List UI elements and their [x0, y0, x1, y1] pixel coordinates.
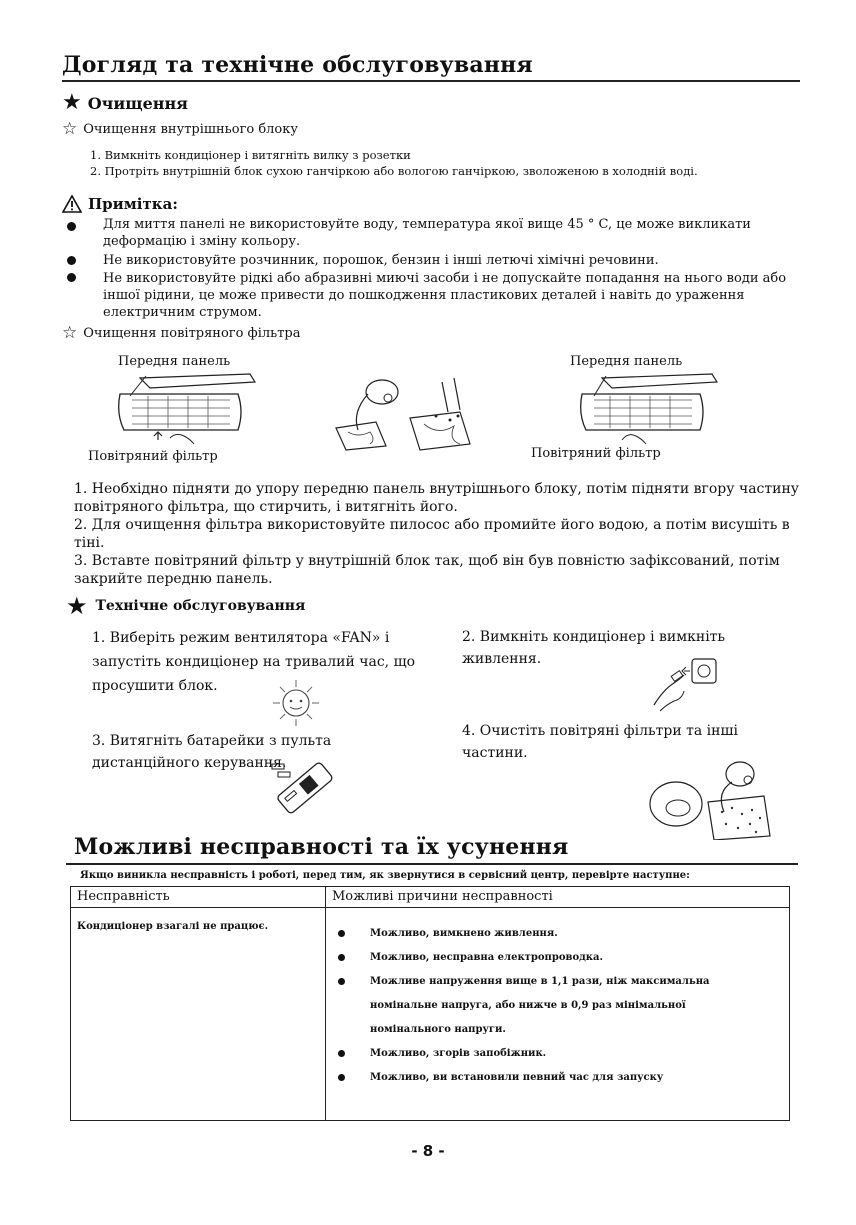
bullet: [67, 222, 76, 231]
star-outline-icon: ☆: [62, 323, 78, 343]
label-front-panel-left: Передня панель: [118, 354, 231, 369]
bullet: [67, 256, 76, 265]
troubleshooting-table: [70, 886, 790, 1121]
indoor-unit-filter-illustration-left: [110, 372, 260, 450]
bullet: [338, 930, 345, 937]
plug-out-illustration: [650, 655, 720, 715]
title-underline: [62, 80, 800, 82]
title-underline: [66, 863, 798, 865]
filter-step: 1. Необхідно підняти до упору передню панель внутрішнього блоку, потім підняти вгору частину повітряного фільтра, що стирчить, і витягніть його.: [74, 481, 800, 515]
troubleshooting-intro: Якщо виникла несправність і роботі, перед тим, як звернутися в сервісний центр, перевірте наступне:: [80, 870, 690, 881]
filter-steps: [74, 480, 809, 588]
cause-item: Можливо, ви встановили певний час для запуску: [326, 1066, 789, 1090]
section-title-troubleshooting: Можливі несправності та їх усунення: [74, 834, 569, 860]
indoor-unit-filter-illustration-right: [572, 372, 722, 450]
star-outline-icon: ☆: [62, 119, 78, 139]
label-air-filter-left: Повітряний фільтр: [88, 449, 218, 464]
header-causes: Можливі причини несправності: [326, 887, 790, 908]
indoor-step: 2. Протріть внутрішній блок сухою ганчіркою або вологою ганчіркою, зволоженою в холодній воді.: [90, 164, 698, 178]
bullet: [338, 954, 345, 961]
bullet: [67, 273, 76, 282]
label-front-panel-right: Передня панель: [570, 354, 683, 369]
bullet: [338, 1074, 345, 1081]
vacuum-and-washing-illustration: [332, 372, 482, 452]
warning-icon: [62, 195, 82, 213]
fault-text: Кондиціонер взагалі не працює.: [77, 921, 269, 932]
label-air-filter-right: Повітряний фільтр: [531, 446, 661, 461]
cause-item: Можливе напруження вище в 1,1 рази, ніж максимальна: [326, 970, 789, 994]
note-heading: Примітка:: [62, 195, 178, 213]
sun-dry-illustration: [268, 678, 324, 728]
header-fault: Несправність: [71, 887, 326, 908]
filter-step: 3. Вставте повітряний фільтр у внутрішній блок так, щоб він був повністю зафіксований, потім закрийте передню панель.: [74, 553, 780, 587]
maintenance-step-1: 1. Виберіть режим вентилятора «FAN» і запустіть кондиціонер на тривалий час, що просушити блок.: [92, 630, 416, 694]
fault-cell: [71, 908, 326, 1121]
bullet: [338, 1050, 345, 1057]
cleaning-heading: ★ Очищення: [62, 90, 188, 115]
bullet: [338, 978, 345, 985]
indoor-cleaning-title: ☆ Очищення внутрішнього блоку: [62, 119, 299, 139]
filter-step: 2. Для очищення фільтра використовуйте пилосос або промийте його водою, а потім висушіть в тіні.: [74, 517, 790, 551]
note-item: Не використовуйте розчинник, порошок, бензин і інші летючі хімічні речовини.: [103, 253, 659, 268]
filter-cleaning-title: ☆ Очищення повітряного фільтра: [62, 323, 301, 343]
note-item: Не використовуйте рідкі або абразивні миючі засоби і не допускайте попадання на нього води або іншої рідини, це може привести до пошкодження пластикових деталей і навіть до ураження електричним струмом.: [103, 271, 787, 320]
maintenance-heading: ★ Технічне обслуговування: [66, 592, 306, 620]
remote-battery-illustration: [268, 760, 340, 820]
table-header-row: [71, 887, 790, 908]
maintenance-step-3: 3. Витягніть батарейки з пульта дистанційного керування.: [92, 733, 332, 771]
table-row: [71, 908, 790, 1121]
cause-item-continued: номінальне напруга, або нижче в 0,9 раз мінімальної: [370, 1000, 686, 1011]
vacuum-clean-parts-illustration: [646, 752, 772, 840]
section-title-care: Догляд та технічне обслуговування: [62, 52, 533, 78]
maintenance-step-4: 4. Очистіть повітряні фільтри та інші частини.: [462, 723, 738, 761]
causes-cell: [326, 908, 790, 1121]
cause-item-continued: номінального напруги.: [370, 1024, 506, 1035]
cause-item: Можливо, вимкнено живлення.: [326, 922, 789, 946]
star-filled-icon: ★: [66, 592, 88, 620]
indoor-step: 1. Вимкніть кондиціонер і витягніть вилку з розетки: [90, 148, 411, 162]
cause-item: Можливо, несправна електропроводка.: [326, 946, 789, 970]
note-item: Для миття панелі не використовуйте воду, температура якої вище 45 ° C, це може викликати деформацію і зміну кольору.: [103, 217, 751, 249]
maintenance-step-2: 2. Вимкніть кондиціонер і вимкніть живлення.: [462, 629, 726, 667]
indoor-steps: [90, 147, 770, 179]
page-number: - 8 -: [411, 1142, 445, 1160]
cause-item: Можливо, згорів запобіжник.: [326, 1042, 789, 1066]
star-filled-icon: ★: [62, 90, 82, 115]
